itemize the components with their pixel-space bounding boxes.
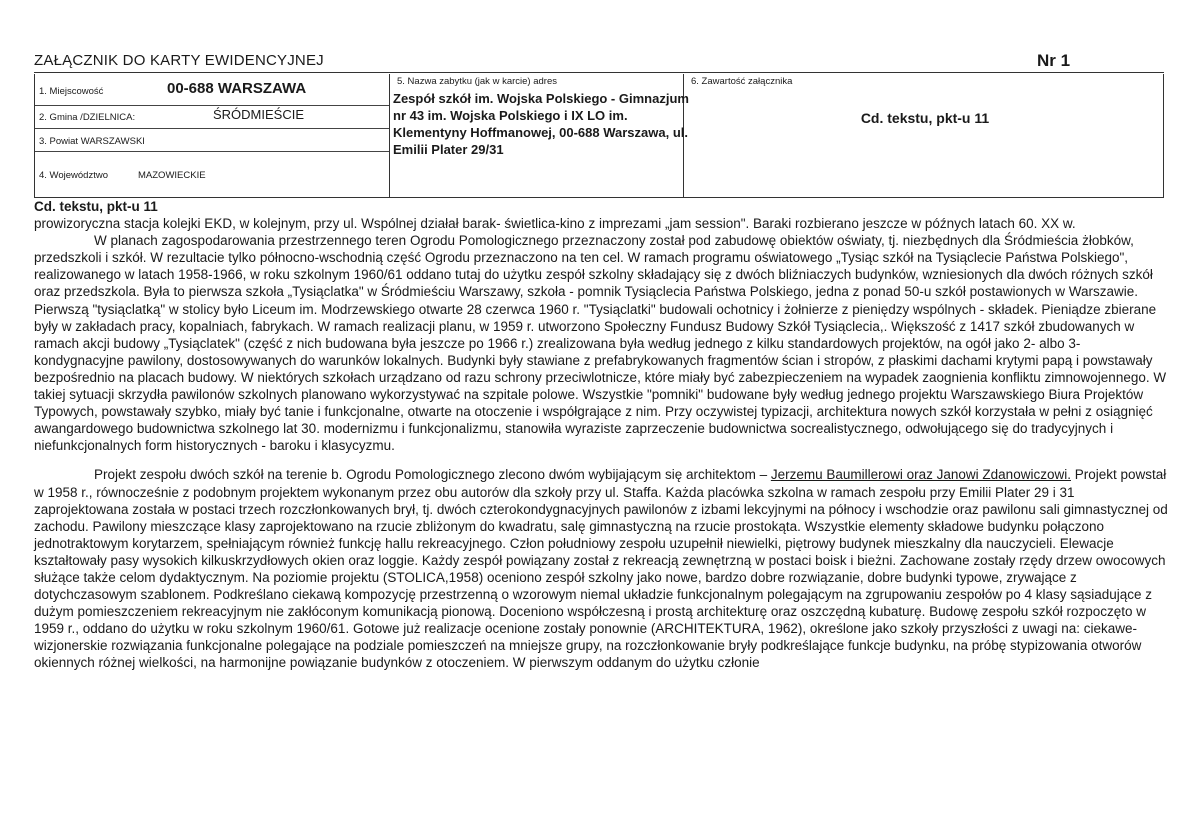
object-name-value: Zespół szkół im. Wojska Polskiego - Gimnazjum nr 43 im. Wojska Polskiego i IX LO im. Klementyny Hoffmanowej, 00-688 Warszawa, ul. Emilii Plater 29/31 <box>393 91 689 157</box>
header-divider <box>34 72 1164 73</box>
paragraph-3-rest: Projekt powstał w 1958 r., równocześnie z podobnym projektem wykonanym przez obu autorów dla szkoły przy ul. Staffa. Każda placówka szkolna w ramach zespołu przy Emilii Plater 29 i 31 zaprojektowana została w postaci trzech rozczłonkowanych brył, tj. dwóch czterokondygnacyjnych pawilonów z izbami lekcyjnymi na północy i wschodzie oraz pawilonu sali gimnastycznej od zachodu. Pawilony mieszczące klasy zaprojektowano na rzucie zbliżonym do kwadratu, salę gimnastyczną na rzucie prostokąta. Wszystkie elementy składowe budynku połączono jednotraktowym korytarzem, spełniającym również funkcję hallu rekreacyjnego. Człon południowy zespołu uzupełnił niewielki, piętrowy budynek mieszkalny dla nauczycieli. Elewacje kształtowały pasy wysokich kilkuskrzydłowych okien oraz loggie. Każdy zespół powiązany został z rekreacją zewnętrzną w postaci boisk i bieżni. Zachowane zostały rzędy drzew owocowych służące także celom dydaktycznym. Na poziomie projektu (STOLICA,1958) oceniono zespół szkolny jako nowe, bardzo dobre rozwiązanie, dobre budynki typowe, zrywające z dotychczasowym szablonem. Podkreślano ciekawą kompozycję przestrzenną o wzorowym niemal układzie funkcjonalnym polegającym na zgrupowaniu zespołów po 4 klasy sąsiadujące z dużym pomieszczeniem rekreacyjnym nie zakłóconym komunikacją pionową. Doceniono współczesną i prostą architekturę oraz oszczędną kubaturę. Budowę zespołu szkół rozpoczęto w 1959 r., oddano do użytku w roku szkolnym 1960/61. Gotowe już realizacje ocenione zostały ponownie (ARCHITEKTURA, 1962), określone jako szkoły przyszłości z uwagi na: ciekawe-wizjonerskie rozwiązania funkcjonalne polegające na podziale pomieszczeń na mniejsze grupy, na rozczłonkowanie bryły podkreślające funkcje budynku, na próbę stypizowania otworów okiennych różnej wielkości, na harmonijne powiązanie budynków z otoczeniem. W pierwszym oddanym do użytku członie <box>34 467 1168 671</box>
page-title: ZAŁĄCZNIK DO KARTY EWIDENCYJNEJ <box>34 52 324 69</box>
locality-label: 1. Miejscowość <box>39 86 104 97</box>
attachment-number: Nr 1 <box>1037 51 1071 70</box>
paragraph-3-start: Projekt zespołu dwóch szkół na terenie b. Ogrodu Pomologicznego zlecono dwóm wybijającym się architektom – <box>94 467 771 483</box>
row-divider <box>35 105 389 106</box>
voivodeship-value: MAZOWIECKIE <box>138 170 206 181</box>
paragraph-spacer <box>34 454 1168 466</box>
paragraph-2: W planach zagospodarowania przestrzennego teren Ogrodu Pomologicznego przeznaczony został pod zabudowę obiektów oświaty, tj. niezbędnych dla Śródmieścia żłobków, przedszkoli i szkół. W rezultacie tylko północno-wschodnią część Ogrodu przeznaczono na ten cel. W ramach programu oświatowego „Tysiąc szkół na Tysiąclecie Państwa Polskiego", realizowanego w latach 1958-1966, w roku szkolnym 1960/61 oddano tutaj do użytku zespół szkolny składający się z dwóch bliźniaczych budynków, wzniesionych dla dwóch różnych szkół oraz przedszkola. Była to pierwsza szkoła „Tysiąclatka" w Śródmieściu Warszawy, szkoła - pomnik Tysiąclecia Państwa Polskiego, jedna z ponad 50-u szkół postawionych w Warszawie. Pierwszą "tysiąclatką" w stolicy było Liceum im. Modrzewskiego otwarte 28 czerwca 1960 r. "Tysiąclatki" budowali ochotnicy i żołnierze z pieniędzy wspólnych - składek. Pieniądze zbierane były w zakładach pracy, kopalniach, fabrykach. W ramach realizacji planu, w 1959 r. utworzono Społeczny Fundusz Budowy Szkół Tysiąclecia,. Większość z 1417 szkół zbudowanych w ramach akcji budowy „Tysiąclatek" (część z nich budowana była jeszcze po 1966 r.) zrealizowana była według jednego z kilku standardowych projektów, na ogół jako 2- albo 3-kondygnacyjne pawilony, dostosowywanych do warunków lokalnych. Budynki były stawiane z prefabrykowanych fragmentów ścian i stropów, z płaskimi dachami krytymi papą i powstawały bezpośrednio na placach budowy. W niektórych szkołach urządzano od razu schrony przeciwlotnicze, które miały być zabezpieczeniem na wypadek zaognienia konfliktu zimnowojennego. W takiej sytuacji skrzydła pawilonów szkolnych planowano wykorzystywać na szpitale polowe. Wszystkie "pomniki" budowane były według jednego projektu Warszawskiego Biura Projektów Typowych, powstawały szybko, miały być tanie i funkcjonalne, otwarte na otoczenie i współgrające z nim. Przy oczywistej typizacji, architektura nowych szkół korzystała w pełni z osiągnięć awangardowego budownictwa szkolnego lat 30. modernizmu i funkcjonalizmu, stanowiła wyraziste zaprzeczenie budownictwa socrealistycznego, odwołującego się do tradycyjnych i niefunkcjonalnych form historycznych - baroku i klasycyzmu. <box>34 233 1167 454</box>
object-name-label: 5. Nazwa zabytku (jak w karcie) adres <box>397 76 557 87</box>
attachment-content-value: Cd. tekstu, pkt-u 11 <box>860 110 990 126</box>
page-header <box>34 52 1164 72</box>
architects-names: Jerzemu Baumillerowi oraz Janowi Zdanowiczowi. <box>770 467 1071 483</box>
document-body <box>34 198 1168 672</box>
row-divider <box>35 151 389 152</box>
paragraph-1: prowizoryczna stacja kolejki EKD, w kolejnym, przy ul. Wspólnej działał barak- świetlica-kino z imprezami „jam session". Baraki rozbierano jeszcze w późnych latach 60. XX w. <box>34 216 1076 232</box>
voivodeship-label: 4. Województwo <box>39 170 108 181</box>
record-fields-table <box>34 74 1164 198</box>
commune-value: ŚRÓDMIEŚCIE <box>213 107 305 122</box>
commune-label: 2. Gmina /DZIELNICA: <box>39 112 136 123</box>
row-divider <box>35 128 389 129</box>
paragraph-3 <box>34 466 1168 671</box>
column-divider <box>389 74 390 197</box>
attachment-content-label: 6. Zawartość załącznika <box>691 76 793 87</box>
section-heading: Cd. tekstu, pkt-u 11 <box>34 199 158 214</box>
district-label: 3. Powiat WARSZAWSKI <box>39 136 145 147</box>
locality-value: 00-688 WARSZAWA <box>167 80 307 97</box>
